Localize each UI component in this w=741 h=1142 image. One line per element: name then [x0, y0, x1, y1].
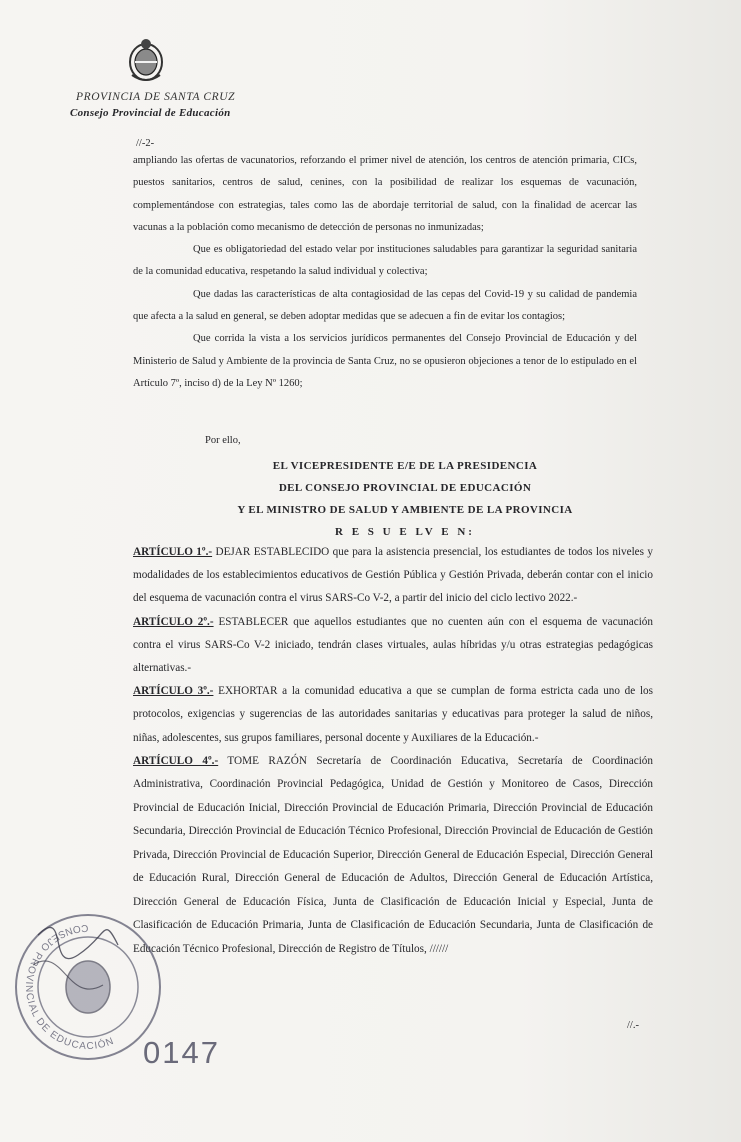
article-1 [133, 541, 653, 611]
considerando-paragraph: Que dadas las características de alta contagiosidad de las cepas del Covid-19 y su calidad de pandemia que afecta a la salud en general, se deben adoptar medidas que se adecuen a fin de evitar los contagios; [133, 288, 637, 323]
articles-block [133, 541, 653, 961]
article-text: ESTABLECER que aquellos estudiantes que no cuenten aún con el esquema de vacunación contra el virus SARS-Co V-2 iniciado, tendrán clases virtuales, aulas híbridas y/u otras estrategias pedagógicas alternativas.- [133, 615, 653, 675]
article-3 [133, 680, 653, 750]
authority-line: DEL CONSEJO PROVINCIAL DE EDUCACIÓN [278, 482, 532, 494]
article-text: DEJAR ESTABLECIDO que para la asistencia presencial, los estudiantes de todos los niveles y modalidades de los establecimientos educativos de Gestión Pública y Gestión Privada, deberán contar con el inicio del esquema de vacunación contra el virus SARS-Co V-2, a partir del inicio del ciclo lectivo 2022.- [133, 546, 653, 605]
coat-of-arms-icon [124, 35, 168, 85]
seal-ring-text: CONSEJO PROVINCIAL DE EDUCACIÓN [22, 921, 117, 1053]
authority-line: EL VICEPRESIDENTE E/E DE LA PRESIDENCIA [272, 460, 538, 472]
page-marker: //-2- [136, 138, 155, 149]
considerando-paragraph: Que corrida la vista a los servicios jurídicos permanentes del Consejo Provincial de Educación y del Ministerio de Salud y Ambiente de la provincia de Santa Cruz, no se opusieron objeciones a tenor de lo estipulado en el Artículo 7º, inciso d) de la Ley Nº 1260; [133, 333, 637, 389]
por-ello: Por ello, [205, 435, 241, 446]
continuation-mark: //.- [627, 1020, 639, 1031]
council-name: Consejo Provincial de Educación [70, 107, 231, 119]
province-name: PROVINCIA DE SANTA CRUZ [76, 91, 236, 103]
authority-line: Y EL MINISTRO DE SALUD Y AMBIENTE DE LA PROVINCIA [237, 504, 573, 516]
considerandos-block [133, 150, 637, 395]
article-heading: ARTÍCULO 1º.- [133, 546, 213, 558]
article-heading: ARTÍCULO 2º.- [133, 615, 214, 628]
article-text: TOME RAZÓN Secretaría de Coordinación Educativa, Secretaría de Coordinación Administrativa, Coordinación Provincial Pedagógica, Unidad de Gestión y Monitoreo de Casos, Dirección Provincial de Educación Inicial, Dirección Provincial de Educación Primaria, Dirección Provincial de Educación Secundaria, Dirección Provincial de Educación Técnico Profesional, Dirección Provincial de Educación de Gestión Privada, Dirección Provincial de Educación Superior, Dirección General de Educación Especial, Dirección General de Educación Rural, Dirección General de Educación de Adultos, Dirección General de Educación Artística, Dirección General de Educación Física, Junta de Clasificación de Educación Inicial y Especial, Junta de Clasificación de Educación Primaria, Junta de Clasificación de Educación Secundaria, Junta de Clasificación de Educación Técnico Profesional, Dirección de Registro de Títulos, ////// [133, 754, 653, 955]
article-4 [133, 750, 653, 962]
article-text: EXHORTAR a la comunidad educativa a que se cumplan de forma estricta cada uno de los protocolos, exigencias y sugerencias de las autoridades sanitarias y educativas para proteger la salud de niños, niñas, adolescentes, sus grupos familiares, personal docente y Auxiliares de la Educación.- [133, 685, 653, 744]
article-heading: ARTÍCULO 3º.- [133, 685, 214, 698]
considerando-paragraph: ampliando las ofertas de vacunatorios, reforzando el primer nivel de atención, los centros de atención primaria, CICs, puestos sanitarios, centros de salud, cenines, con la posibilidad de realizar los esquemas de vacunación, complementándose con estrategias, tales como las de abordaje territorial de salud, con la finalidad de acercar las vacunas a la población como mecanismo de detección de personas no inmunizadas; [133, 155, 637, 233]
resuelven-heading: R E S U E LV E N: [335, 526, 475, 538]
considerando-paragraph: Que es obligatoriedad del estado velar por instituciones saludables para garantizar la seguridad sanitaria de la comunidad educativa, respetando la salud individual y colectiva; [133, 244, 637, 278]
article-2 [133, 611, 653, 681]
article-heading: ARTÍCULO 4º.- [133, 754, 219, 767]
resolution-number: 0147 [143, 1035, 220, 1070]
authority-heading [140, 455, 670, 543]
